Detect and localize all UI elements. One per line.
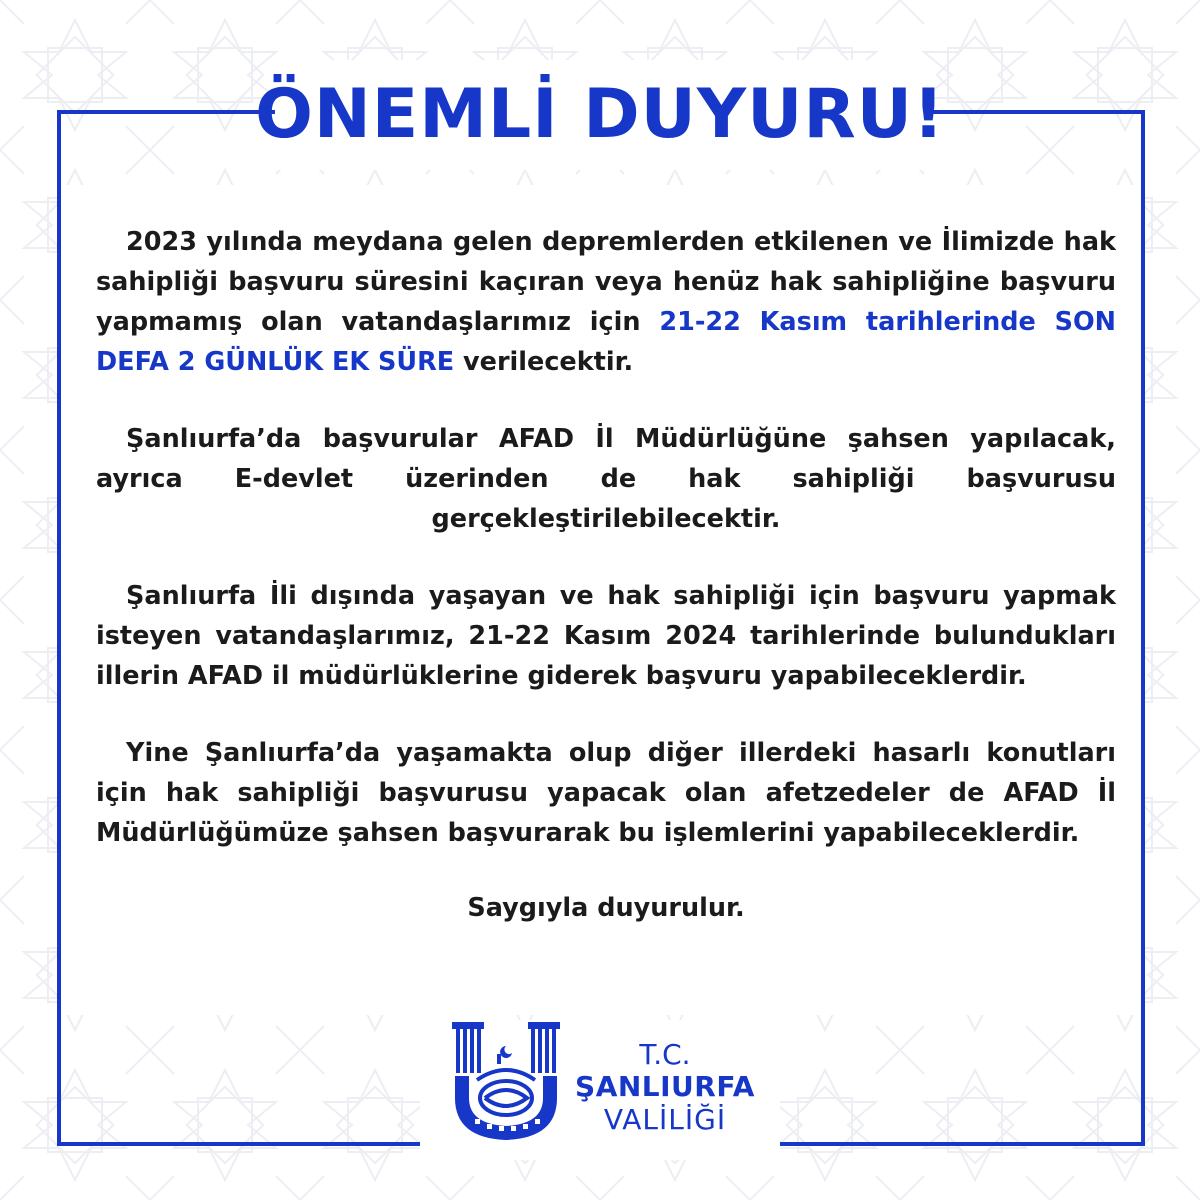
deadline-highlight: 21-22 Kasım tarihlerinde SON DEFA 2 GÜNLÜK EK SÜRE <box>96 307 1117 377</box>
logo-line-tc: T.C. <box>639 1038 691 1071</box>
paragraph-1 <box>96 222 1116 382</box>
title-container <box>255 60 945 170</box>
logo-line-governorship: VALİLİĞİ <box>603 1103 727 1136</box>
logo-wordmark <box>565 1040 765 1136</box>
closing-text: Saygıyla duyurulur. <box>467 893 745 923</box>
paragraph-3: Şanlıurfa İli dışında yaşayan ve hak sahipliği için başvuru yapmak isteyen vatandaşlarımız, 21-22 Kasım 2024 tarihlerinde bulundukları illerin AFAD il müdürlüklerine giderek başvuru yapabileceklerdir. <box>96 581 1116 691</box>
announcement-body <box>96 222 1116 928</box>
paragraph-4: Yine Şanlıurfa’da yaşamakta olup diğer illerdeki hasarlı konutları için hak sahipliği başvurusu yapacak olan afetzedeler de AFAD İl Müdürlüğümüze şahsen başvurarak bu işlemlerini yapabileceklerdir. <box>96 738 1116 848</box>
paragraph-1-text-after: verilecektir. <box>454 347 634 377</box>
sanliurfa-governorship-emblem-icon <box>447 1020 565 1142</box>
paragraph-1-text-before: 2023 yılında meydana gelen depremlerden etkilenen ve İlimizde hak sahipliği başvuru süresini kaçıran veya henüz hak sahipliğine başvuru yapmamış olan vatandaşlarımız için <box>96 227 1116 337</box>
paragraph-2: Şanlıurfa’da başvurular AFAD İl Müdürlüğüne şahsen yapılacak, ayrıca E-devlet üzerinden de hak sahipliği başvurusu gerçekleştirilebilecektir. <box>96 424 1116 534</box>
page-title: ÖNEMLİ DUYURU! <box>255 75 945 154</box>
logo-line-city: ŞANLIURFA <box>575 1070 755 1103</box>
